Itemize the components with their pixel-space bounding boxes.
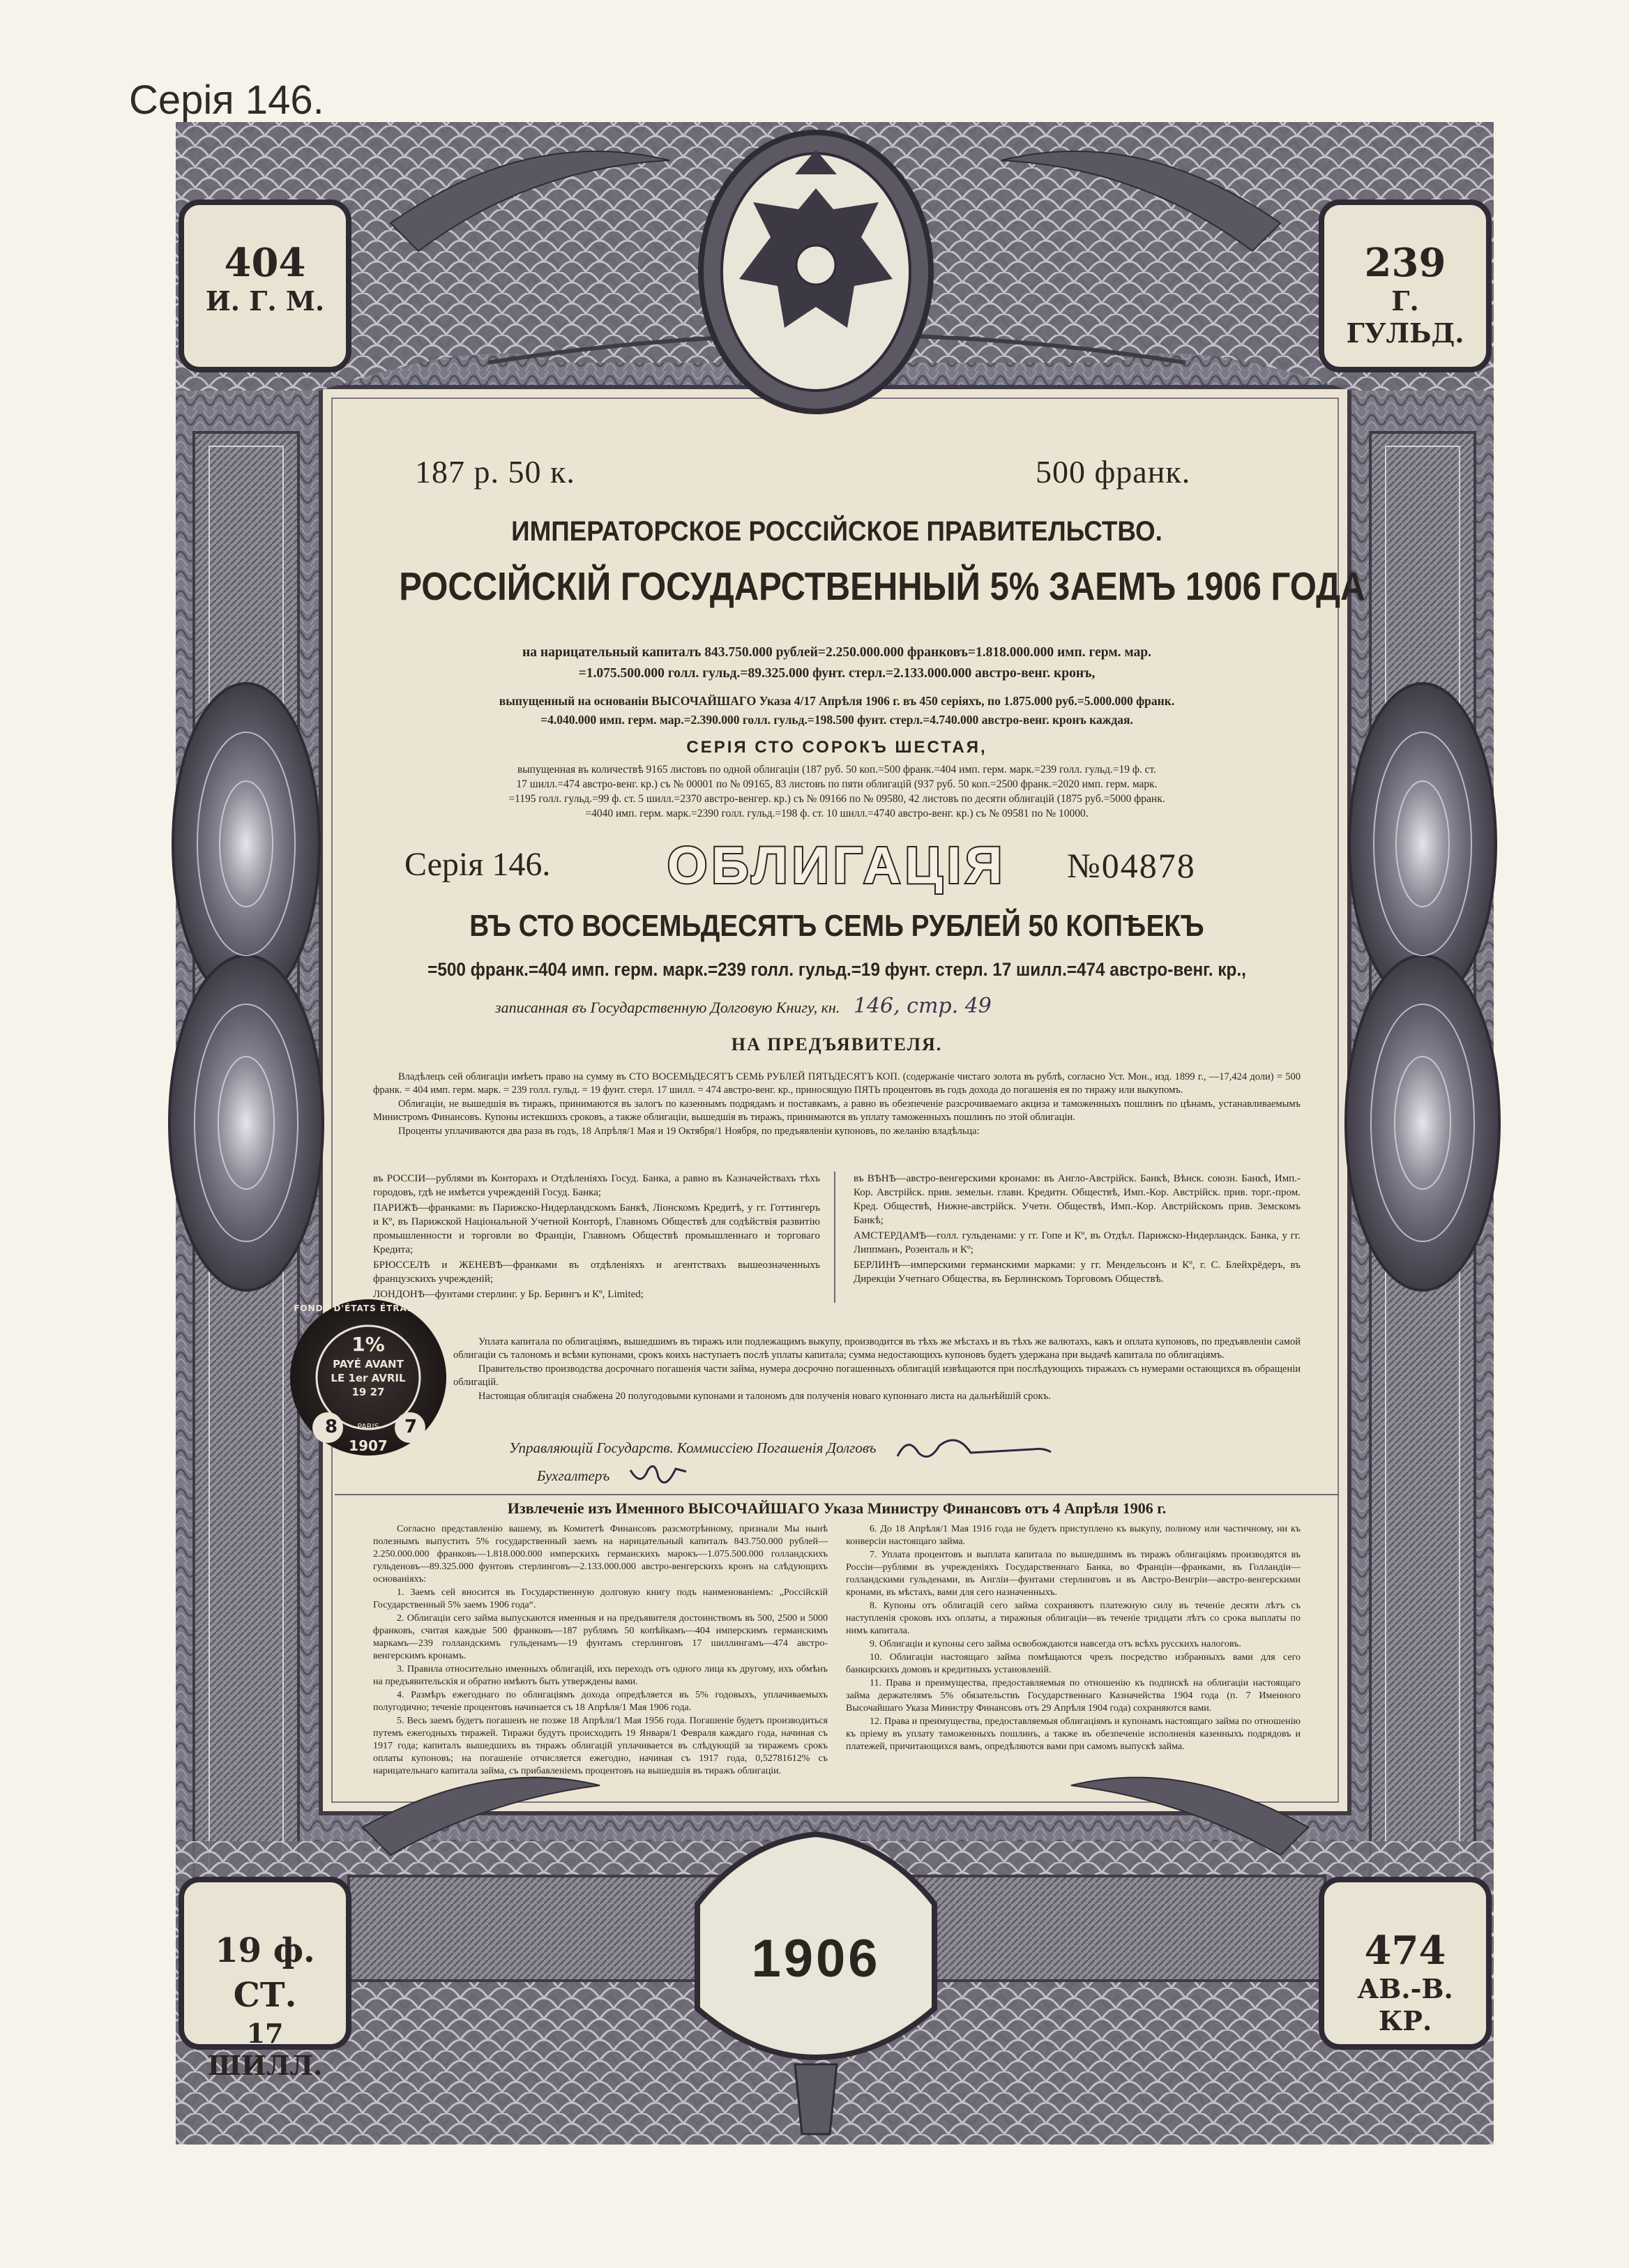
capital-line-1: на нарицательный капиталъ 843.750.000 рублей=2.250.000.000 франковъ=1.818.000.000 имп. герм. мар. <box>522 645 1151 660</box>
outer-series-label: Серія 146. <box>129 77 324 123</box>
signature-manager-title: Управляющій Государств. Коммиссіею Погашенія Долговъ <box>509 1439 877 1456</box>
payment-place: въ РОССІИ—рублями въ Конторахъ и Отдѣленіяхъ Госуд. Банка, а равно въ Казначействахъ тѣхъ городовъ, гдѣ не имѣется учрежденій Госуд. Банка; <box>373 1173 820 1198</box>
redemption-paragraph: Настоящая облигація снабжена 20 полугодовыми купонами и талономъ для полученія новаго купоннаго листа на дальнѣйшій срокъ. <box>478 1391 1051 1402</box>
stamp-rate: 1% <box>351 1333 385 1356</box>
signature-manager-scribble <box>894 1435 1054 1463</box>
extract-paragraph: Согласно представленію вашему, въ Комитетѣ Финансовъ разсмотрѣнному, признали Мы нынѣ полезнымъ выпустить 5% государственный заемъ на нарицательный капиталъ 843.750.000 рублей—2.250.000.000 франковъ—1.818.000.000 имперскихъ германскихъ марокъ—1.075.500.000 голландскихъ гульденовъ—89.325.000 фунтовъ стерлинговъ—2.133.000.000 австро-венгерскихъ кронъ на слѣдующихъ основаніяхъ: <box>373 1524 828 1585</box>
corner-value: 474 <box>1364 1928 1446 1974</box>
stamp-line: LE 1er AVRIL <box>331 1372 406 1384</box>
series-detail-line: =1195 голл. гульд.=99 ф. ст. 5 шилл.=2370 австро-венгер. кр.) съ № 09166 по № 09580, 42 листовъ по десяти облигацій (1875 руб.=5000 франк. <box>508 793 1165 805</box>
series-detail-line: выпущенная въ количествѣ 9165 листовъ по одной облигаціи (187 руб. 50 коп.=500 франк.=404 имп. герм. марк.=239 голл. гульд.=19 ф. ст. <box>517 764 1157 776</box>
register-text: записанная въ Государственную Долговую Книгу, кн. <box>495 999 840 1016</box>
amount-words: ВЪ СТО ВОСЕМЬДЕСЯТЪ СЕМЬ РУБЛЕЙ 50 КОПѢЕКЪ <box>469 909 1204 943</box>
stamp-year: 1907 <box>349 1437 388 1454</box>
condition-paragraph: Облигаціи, не вышедшія въ тиражъ, принимаются въ залогъ по казеннымъ подрядамъ и поставкамъ, а равно въ обезпеченіе разсрочиваемаго акциза и таможенныхъ пошлинъ по цѣнамъ, устанавливаемымъ Министромъ Финансовъ. Купоны истекшихъ сроковъ, а также облигаціи, вышедшія въ тиражъ, принимаются въ уплату таможенныхъ пошлинъ по этой облигаціи. <box>373 1098 1301 1123</box>
corner-unit: Г. ГУЛЬД. <box>1346 285 1464 349</box>
corner-unit: АВ.-В. КР. <box>1357 1973 1453 2036</box>
corner-value: 239 <box>1364 240 1446 286</box>
extract-title: Извлеченіе изъ Именного ВЫСОЧАЙШАГО Указа Министру Финансовъ отъ 4 Апрѣля 1906 г. <box>335 1494 1339 1518</box>
payment-places-left <box>373 1172 835 1303</box>
extract-paragraph: 2. Облигаціи сего займа выпускаются именныя и на предъявителя достоинствомъ въ 500, 2500 и 5000 франковъ, считая каждые 500 франковъ—187 рублямъ 50 копѣйкамъ—404 имперскимъ германскимъ маркамъ—239 голландскимъ гульденамъ—19 фунтамъ стерлинговъ 17 шиллингамъ—474 австро-венгерскимъ кронамъ. <box>373 1613 828 1661</box>
payment-places-right <box>854 1172 1301 1303</box>
denomination-rubles: 187 р. 50 к. <box>415 454 575 490</box>
redemption-paragraph: Правительство производства досрочнаго погашенія части займа, нумера досрочно погашенныхъ облигацій извѣщаются при послѣдующихъ тиражахъ съ нумерами остающихся въ обращеніи облигацій. <box>453 1363 1301 1388</box>
corner-unit: 17 ШИЛЛ. <box>207 2018 323 2081</box>
extract-paragraph: 11. Права и преимущества, предоставляемыя по отношенію къ подпискѣ на облигаціи настоящаго займа держателямъ 5% обязательствъ Государственнаго Казначейства 1904 года (п. 7 Именного Высочайшаго Указа Министру Финансовъ отъ 29 Апрѣля 1904 года) сохраняются вами. <box>846 1678 1301 1714</box>
stamp-line: PAYÉ AVANT <box>333 1358 404 1370</box>
extract-body <box>373 1523 1301 1778</box>
signature-accountant-row <box>537 1463 690 1491</box>
extract-left-column <box>373 1523 828 1778</box>
conditions-block <box>373 1071 1301 1139</box>
extract-right-column <box>846 1523 1301 1778</box>
signature-manager-row <box>509 1435 1054 1463</box>
signature-accountant-scribble <box>627 1463 690 1491</box>
condition-paragraph: Владѣлецъ сей облигаціи имѣетъ право на сумму въ СТО ВОСЕМЬДЕСЯТЪ СЕМЬ РУБЛЕЙ ПЯТЬДЕСЯТЪ КОП. (содержаніе чистаго золота въ рублѣ, согласно Уст. Мон., изд. 1899 г., —17,424 доли) = 500 франк. = 404 имп. герм. марк. = 239 голл. гульд. = 19 фунт. стерл. 17 шилл. = 474 австро-венг. кр., приносящую ПЯТЬ процентовъ въ годъ дохода до погашенія ея по тиражу или выкупомъ. <box>373 1071 1301 1096</box>
right-rosette-lower <box>1346 955 1499 1290</box>
extract-paragraph: 5. Весь заемъ будетъ погашенъ не позже 18 Апрѣля/1 Мая 1956 года. Погашеніе будетъ производиться путемъ ежегодныхъ тиражей. Тиражи будутъ происходить 19 Января/1 Февраля каждаго года, начиная съ 1917 года; капиталъ вышедшихъ въ тиражъ облигацій уплачивается въ слѣдующій за тиражемъ срокъ оплаты купоновъ; на погашеніе отчисляется ежегодно, начиная съ 1917 года, 0,52781612% съ нарицательнаго капитала займа, съ прибавленіемъ процентовъ на вышедшія въ тиражъ облигаціи. <box>373 1716 828 1776</box>
signature-accountant-title: Бухгалтеръ <box>537 1467 610 1484</box>
extract-paragraph: 9. Облигаціи и купоны сего займа освобождаются навсегда отъ всѣхъ русскихъ налоговъ. <box>870 1639 1241 1649</box>
redemption-block <box>453 1336 1301 1404</box>
series-detail-line: 17 шилл.=474 австро-венг. кр.) съ № 00001 по № 09165, 83 листовъ по пяти облигацій (937 руб. 50 коп.=2500 франк.=2020 имп. герм. марк. <box>516 778 1158 790</box>
payment-place: въ ВѢНѢ—австро-венгерскими кронами: въ Англо-Австрійск. Банкѣ, Вѣнск. союзн. Банкѣ, Имп.-Кор. Австрійск. прив. земельн. главн. Кредитн. Обществѣ, Имп.-Кор. Австрійск. прив. торг.-пром. Кред. Обществѣ, Нижне-австрійск. Учетн. Обществѣ, Имп.-Кор. Австрійскомъ прив. Земскомъ Банкѣ; <box>854 1173 1301 1226</box>
register-line <box>495 994 992 1018</box>
corner-top-left <box>199 241 331 317</box>
imperial-eagle-emblem <box>701 133 931 411</box>
stamp-left-number: 8 <box>324 1416 338 1437</box>
extract-paragraph: 12. Права и преимущества, предоставляемыя облигаціямъ и купонамъ настоящаго займа по отношенію къ пріему въ уплату таможенныхъ пошлинъ, а также въ обезпеченіе исполненія казенныхъ подрядовъ и платежей, причитающихся вамъ, опредѣляются вами при самомъ выпускѣ займа. <box>846 1716 1301 1752</box>
payment-place: БРЮССЕЛѢ и ЖЕНЕВѢ—франками въ отдѣленіяхъ и агентствахъ вышеозначенныхъ французскихъ учрежденій; <box>373 1260 820 1285</box>
condition-paragraph: Проценты уплачиваются два раза въ годъ, 18 Апрѣля/1 Мая и 19 Октября/1 Ноября, по предъявленіи купоновъ, по желанію владѣльца: <box>398 1126 980 1137</box>
capital-line-2: =1.075.500.000 голл. гульд.=89.325.000 фунт. стерл.=2.133.000.000 австро-венг. кронъ, <box>578 666 1096 681</box>
extract-paragraph: 10. Облигаціи настоящаго займа помѣщаются чрезъ посредство избранныхъ вами для сего банкирскихъ домовъ и кредитныхъ установленій. <box>846 1652 1301 1675</box>
issue-line-2: =4.040.000 имп. герм. мар.=2.390.000 голл. гульд.=198.500 фунт. стерл.=4.740.000 австро-венг. кронъ каждая. <box>540 713 1133 727</box>
extract-paragraph: 4. Размѣръ ежегоднаго по облигаціямъ дохода опредѣляется въ 5% годовыхъ, уплачиваемыхъ полугодично; теченіе процентовъ начинается съ 18 Апрѣля/1 Мая 1906 года. <box>373 1690 828 1713</box>
payment-place: ЛОНДОНѢ—фунтами стерлинг. у Бр. Берингъ и Кº, Limited; <box>373 1289 644 1300</box>
extract-paragraph: 6. До 18 Апрѣля/1 Мая 1916 года не будетъ приступлено къ выкупу, полному или частичному, ни къ конверсіи настоящаго займа. <box>846 1524 1301 1547</box>
register-handwritten: 146, стр. 49 <box>853 994 992 1018</box>
issuer-heading: ИМПЕРАТОРСКОЕ РОССІЙСКОЕ ПРАВИТЕЛЬСТВО. <box>511 516 1162 547</box>
bond-number: №04878 <box>1067 846 1196 885</box>
payment-place: ПАРИЖѢ—франками: въ Парижско-Нидерландскомъ Банкѣ, Ліонскомъ Кредитѣ, у гг. Готтингеръ и Кº, въ Парижской Національной Учетной Конторѣ, Главномъ Обществѣ для содѣйствія развитію промышленности и торговли во Франціи, Главномъ Обществѣ промышленнаго и торговаго Кредита; <box>373 1202 820 1255</box>
series-detail-line: =4040 имп. герм. марк.=2390 голл. гульд.=198 ф. ст. 10 шилл.=4740 австро-венг. кр.) съ № 09581 по № 10000. <box>585 808 1089 819</box>
issue-line-1: выпущенный на основаніи ВЫСОЧАЙШАГО Указа 4/17 Апрѣля 1906 г. въ 450 серіяхъ, по 1.875.000 руб.=5.000.000 франк. <box>499 694 1175 708</box>
extract-paragraph: 3. Правила относительно именныхъ облигацій, ихъ переходъ отъ одного лица къ другому, ихъ обмѣнъ на предъявительскія и обратно имѣютъ быть утверждены вами. <box>373 1664 828 1687</box>
corner-bottom-left <box>199 1928 331 2082</box>
stamp-city: PARIS <box>357 1422 379 1431</box>
obligation-word: ОБЛИГАЦІЯ <box>667 836 1007 894</box>
corner-value: 404 <box>224 240 306 286</box>
series-label: Серія 146. <box>404 846 551 883</box>
corner-value: 19 ф. СТ. <box>215 1931 315 2015</box>
series-words: СЕРІЯ СТО СОРОКЪ ШЕСТАЯ, <box>686 738 987 757</box>
payment-places <box>373 1172 1301 1303</box>
stamp-line: 19 27 <box>351 1386 385 1398</box>
left-rosette-lower <box>169 955 323 1290</box>
paid-stamp <box>290 1299 446 1456</box>
stamp-right-number: 7 <box>404 1416 418 1437</box>
series-details <box>359 762 1314 821</box>
extract-paragraph: 7. Уплата процентовъ и выплата капитала по вышедшимъ въ тиражъ облигаціямъ производятся въ Россіи—рублями въ учрежденіяхъ Государственнаго Банка, во Франціи—франками, въ Голландіи—голландскими гульденами, въ Англіи—фунтами стерлинговъ и въ Австро-Венгріи—австро-венгерскими кронами, въ мѣстахъ, вами для сего назначенныхъ. <box>846 1550 1301 1598</box>
stamp-ring-text: FONDS D'ÉTATS ÉTRANGERS <box>294 1303 443 1313</box>
corner-bottom-right <box>1339 1928 1471 2037</box>
bearer-label: НА ПРЕДЪЯВИТЕЛЯ. <box>731 1034 943 1054</box>
payment-place: БЕРЛИНѢ—имперскими германскими марками: у гг. Мендельсонъ и Кº, г. С. Блейхрёдеръ, въ Дирекціи Учетнаго Общества, въ Берлинскомъ Торговомъ Обществѣ. <box>854 1260 1301 1285</box>
amount-equivalents: =500 франк.=404 имп. герм. марк.=239 голл. гульд.=19 фунт. стерл. 17 шилл.=474 австро-венг. кр., <box>427 959 1246 980</box>
extract-paragraph: 1. Заемъ сей вносится въ Государственную долговую книгу подъ наименованіемъ: „Россійскій Государственный 5% заемъ 1906 года“. <box>373 1587 828 1610</box>
year-label: 1906 <box>751 1929 881 1988</box>
redemption-paragraph: Уплата капитала по облигаціямъ, вышедшимъ въ тиражъ или подлежащимъ выкупу, производится въ тѣхъ же мѣстахъ и въ тѣхъ же валютахъ, какъ и оплата купоновъ, по предъявленіи самой облигаціи съ талономъ и всѣми купонами, срокъ коихъ наступаетъ послѣ уплаты капитала; сумма недостающихъ купоновъ будетъ удержана при выдачѣ капитала по облигаціямъ. <box>453 1336 1301 1361</box>
corner-unit: И. Г. М. <box>205 285 325 317</box>
payment-place: АМСТЕРДАМѢ—голл. гульденами: у гг. Гопе и Кº, въ Отдѣл. Парижско-Нидерландск. Банка, у гг. Липпманъ, Розенталь и Кº; <box>854 1230 1301 1255</box>
corner-top-right <box>1339 241 1471 349</box>
denomination-francs: 500 франк. <box>1036 454 1191 490</box>
loan-title: РОССІЙСКІЙ ГОСУДАРСТВЕННЫЙ 5% ЗАЕМЪ 1906 ГОДА <box>399 564 1365 609</box>
extract-paragraph: 8. Купоны отъ облигацій сего займа сохраняютъ платежную силу въ теченіе десяти лѣтъ съ наступленія сроковъ ихъ оплаты, а тиражныя облигаціи—въ теченіе тридцати лѣтъ со срока выплаты по нимъ капитала. <box>846 1601 1301 1636</box>
